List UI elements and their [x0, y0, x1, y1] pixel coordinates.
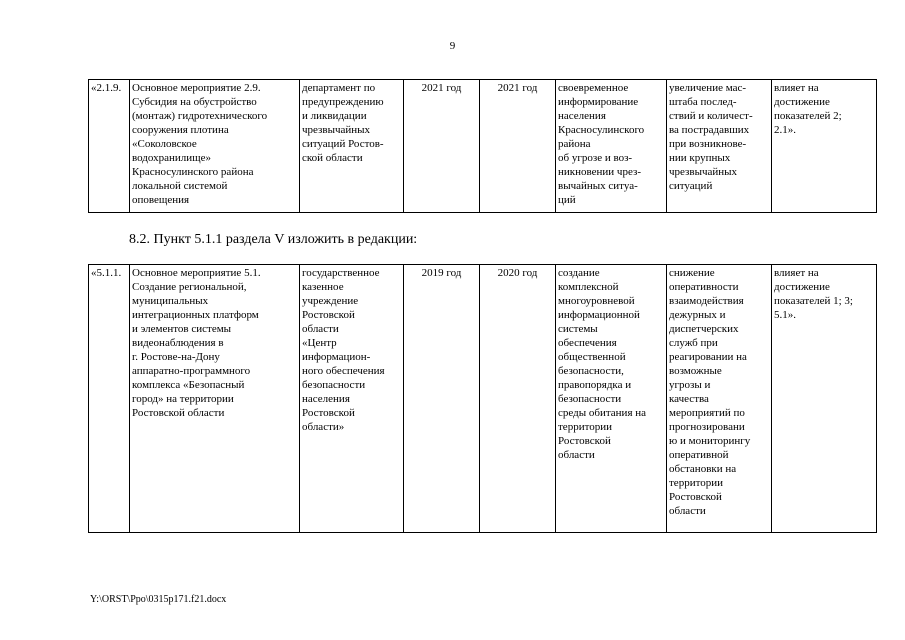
section-heading: 8.2. Пункт 5.1.1 раздела V изложить в редакции:	[129, 232, 418, 247]
start-year: 2019 год	[404, 265, 480, 533]
page-number: 9	[449, 40, 456, 52]
table-row	[89, 80, 877, 213]
end-year: 2020 год	[480, 265, 556, 533]
table-row	[89, 265, 877, 533]
file-path-footer: Y:\ORST\Ppo\0315p171.f21.docx	[90, 594, 227, 605]
consequences: увеличение мас- штаба послед- ствий и количест- ва пострадавших при возникнове- нии крупных чрезвычайных ситуаций	[667, 80, 772, 213]
indicator-link: влияет на достижение показателей 2; 2.1».	[772, 80, 877, 213]
executor: государственное казенное учреждение Ростовской области «Центр информацион- ного обеспечения безопасности населения Ростовской области»	[300, 265, 404, 533]
start-year: 2021 год	[404, 80, 480, 213]
executor: департамент по предупреждению и ликвидации чрезвычайных ситуаций Ростов- ской области	[300, 80, 404, 213]
item-number: «2.1.9.	[89, 80, 130, 213]
end-year: 2021 год	[480, 80, 556, 213]
program-table-2	[88, 264, 877, 533]
program-table-1	[88, 79, 877, 213]
indicator-link: влияет на достижение показателей 1; 3; 5.1».	[772, 265, 877, 533]
consequences: снижение оперативности взаимодействия дежурных и диспетчерских служб при реагировании на возможные угрозы и качества мероприятий по прогнозировани ю и мониторингу оперативной обстановки на территории Ростовской области	[667, 265, 772, 533]
measure-name: Основное мероприятие 2.9. Субсидия на обустройство (монтаж) гидротехнического сооружения плотина «Соколовское водохранилище» Красносулинского района локальной системой оповещения	[130, 80, 300, 213]
expected-result: своевременное информирование населения Красносулинского района об угрозе и воз- никновении чрез- вычайных ситуа- ций	[556, 80, 667, 213]
expected-result: создание комплексной многоуровневой информационной системы обеспечения общественной безопасности, правопорядка и безопасности среды обитания на территории Ростовской области	[556, 265, 667, 533]
measure-name: Основное мероприятие 5.1. Создание региональной, муниципальных интеграционных платформ и элементов системы видеонаблюдения в г. Ростове-на-Дону аппаратно-программного комплекса «Безопасный город» на территории Ростовской области	[130, 265, 300, 533]
item-number: «5.1.1.	[89, 265, 130, 533]
